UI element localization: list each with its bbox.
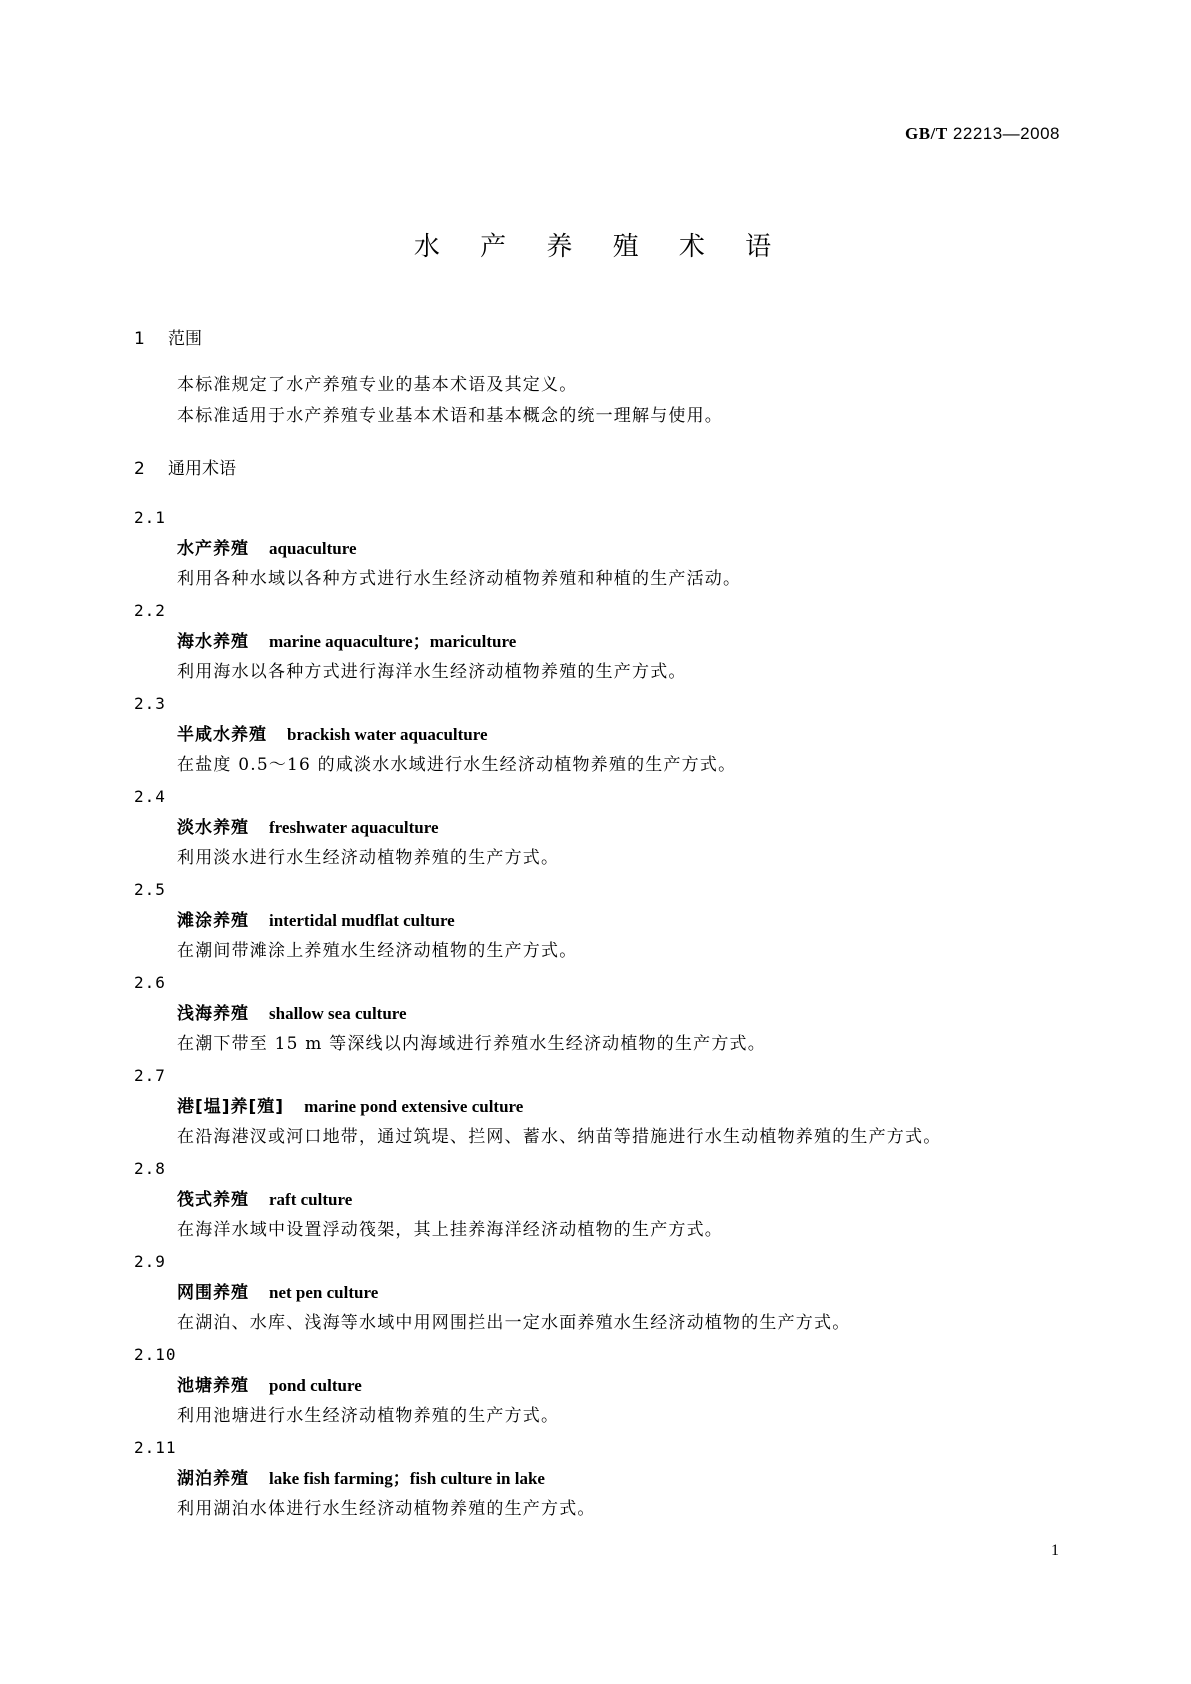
term-chinese: 港[塭]养[殖] — [177, 1097, 285, 1117]
term-entry — [134, 1339, 1064, 1432]
term-definition: 利用湖泊水体进行水生经济动植物养殖的生产方式。 — [177, 1499, 596, 1519]
term-english: shallow sea culture — [269, 1004, 407, 1023]
term-english: raft culture — [269, 1190, 353, 1209]
term-number: 2.5 — [134, 880, 166, 899]
term-english: net pen culture — [269, 1283, 379, 1302]
term-definition: 在湖泊、水库、浅海等水域中用网围拦出一定水面养殖水生经济动植物的生产方式。 — [177, 1313, 851, 1333]
term-number: 2.2 — [134, 601, 166, 620]
section-heading-general-terms — [134, 452, 1064, 486]
paragraph: 本标准适用于水产养殖专业基本术语和基本概念的统一理解与使用。 — [177, 406, 723, 426]
term-list — [134, 502, 1064, 1525]
term-chinese: 池塘养殖 — [177, 1376, 249, 1396]
term-chinese: 浅海养殖 — [177, 1004, 249, 1024]
term-chinese: 网围养殖 — [177, 1283, 249, 1303]
term-name — [134, 533, 1064, 564]
term-entry — [134, 1060, 1064, 1153]
term-definition: 在沿海港汊或河口地带，通过筑堤、拦网、蓄水、纳苗等措施进行水生动植物养殖的生产方式。 — [177, 1127, 942, 1147]
term-definition: 在盐度 0.5～16 的咸淡水水域进行水生经济动植物养殖的生产方式。 — [177, 755, 737, 775]
term-number: 2.6 — [134, 973, 166, 992]
term-entry — [134, 874, 1064, 967]
term-number: 2.1 — [134, 508, 166, 527]
term-name — [134, 1184, 1064, 1215]
term-chinese: 滩涂养殖 — [177, 911, 249, 931]
term-number: 2.11 — [134, 1438, 177, 1457]
document-body — [134, 322, 1064, 1525]
scope-paragraphs — [134, 370, 1064, 432]
term-chinese: 海水养殖 — [177, 632, 249, 652]
term-chinese: 半咸水养殖 — [177, 725, 267, 745]
term-entry — [134, 595, 1064, 688]
standard-prefix: GB/T — [905, 124, 948, 143]
term-chinese: 湖泊养殖 — [177, 1469, 249, 1489]
term-english: marine pond extensive culture — [304, 1097, 524, 1116]
standard-number: 22213—2008 — [952, 124, 1060, 143]
term-english: brackish water aquaculture — [287, 725, 488, 744]
term-entry — [134, 967, 1064, 1060]
standard-code — [905, 124, 1060, 144]
section-number: 1 — [134, 329, 145, 349]
page-number: 1 — [1051, 1542, 1059, 1559]
term-name — [134, 1463, 1064, 1494]
term-number: 2.4 — [134, 787, 166, 806]
term-number: 2.7 — [134, 1066, 166, 1085]
section-title: 通用术语 — [168, 459, 236, 479]
term-english: intertidal mudflat culture — [269, 911, 455, 930]
term-name — [134, 1277, 1064, 1308]
term-name — [134, 812, 1064, 843]
term-name — [134, 1091, 1064, 1122]
document-title: 水 产 养 殖 术 语 — [413, 232, 788, 262]
term-english: pond culture — [269, 1376, 362, 1395]
term-name — [134, 1370, 1064, 1401]
term-entry — [134, 781, 1064, 874]
term-name — [134, 626, 1064, 657]
term-definition: 在潮下带至 15 m 等深线以内海域进行养殖水生经济动植物的生产方式。 — [177, 1034, 766, 1054]
section-heading-scope — [134, 322, 1064, 356]
term-english: marine aquaculture；mariculture — [269, 632, 517, 651]
term-number: 2.10 — [134, 1345, 177, 1364]
term-entry — [134, 1246, 1064, 1339]
term-name — [134, 998, 1064, 1029]
section-title: 范围 — [168, 329, 202, 349]
term-number: 2.9 — [134, 1252, 166, 1271]
term-english: aquaculture — [269, 539, 357, 558]
section-number: 2 — [134, 459, 145, 479]
term-definition: 在潮间带滩涂上养殖水生经济动植物的生产方式。 — [177, 941, 578, 961]
term-entry — [134, 1432, 1064, 1525]
paragraph: 本标准规定了水产养殖专业的基本术语及其定义。 — [177, 375, 578, 395]
term-chinese: 筏式养殖 — [177, 1190, 249, 1210]
term-name — [134, 719, 1064, 750]
term-definition: 利用池塘进行水生经济动植物养殖的生产方式。 — [177, 1406, 560, 1426]
term-entry — [134, 688, 1064, 781]
term-chinese: 水产养殖 — [177, 539, 249, 559]
term-name — [134, 905, 1064, 936]
term-definition: 利用海水以各种方式进行海洋水生经济动植物养殖的生产方式。 — [177, 662, 687, 682]
term-english: lake fish farming；fish culture in lake — [269, 1469, 545, 1488]
term-definition: 利用淡水进行水生经济动植物养殖的生产方式。 — [177, 848, 560, 868]
term-definition: 在海洋水域中设置浮动筏架，其上挂养海洋经济动植物的生产方式。 — [177, 1220, 723, 1240]
term-number: 2.3 — [134, 694, 166, 713]
term-entry — [134, 502, 1064, 595]
term-english: freshwater aquaculture — [269, 818, 439, 837]
term-definition: 利用各种水域以各种方式进行水生经济动植物养殖和种植的生产活动。 — [177, 569, 742, 589]
term-entry — [134, 1153, 1064, 1246]
term-chinese: 淡水养殖 — [177, 818, 249, 838]
term-number: 2.8 — [134, 1159, 166, 1178]
